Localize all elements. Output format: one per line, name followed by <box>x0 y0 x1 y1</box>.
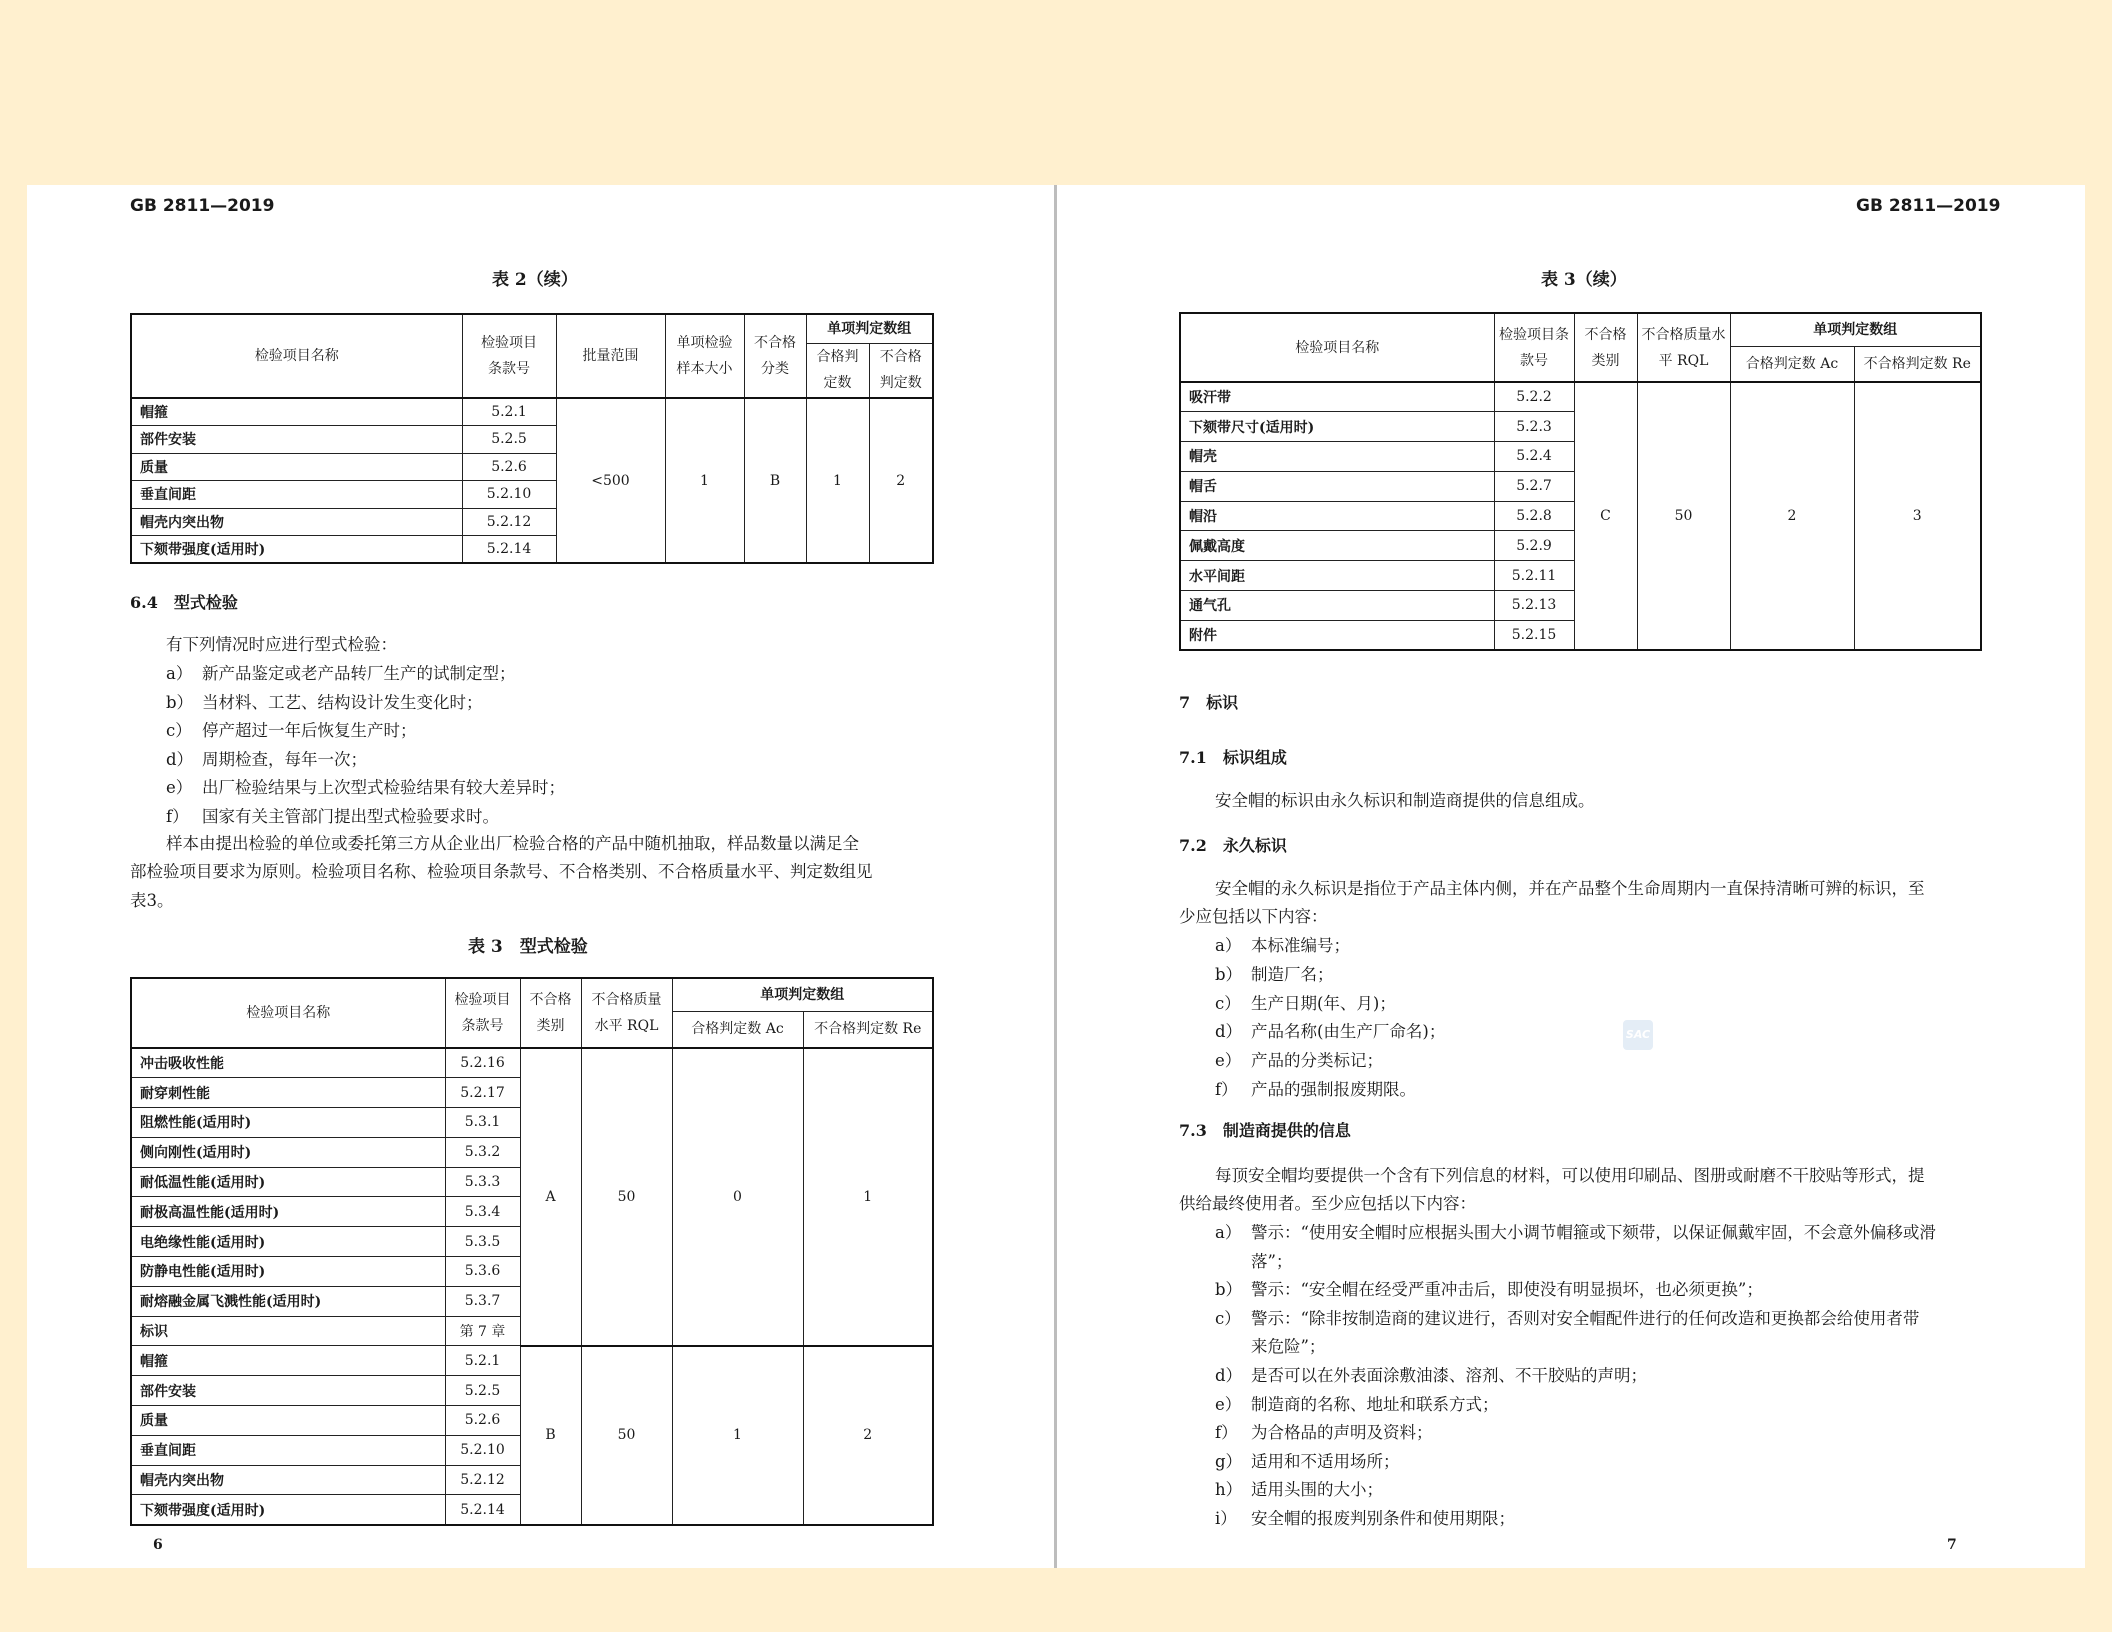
cell-merged-class: C <box>1574 382 1637 650</box>
cell-clause: 5.2.2 <box>1494 382 1574 412</box>
cell-item-name: 下颏带尺寸(适用时) <box>1180 412 1494 442</box>
cell-item-name: 电绝缘性能(适用时) <box>131 1227 445 1257</box>
section-7-3-para-line2: 供给最终使用者。至少应包括以下内容： <box>1179 1194 1476 1213</box>
cell-merged-rql: 50 <box>581 1048 672 1346</box>
cell-clause: 5.2.17 <box>445 1078 520 1108</box>
cell-item-name: 帽沿 <box>1180 501 1494 531</box>
list-item-text: 适用头围的大小； <box>1251 1480 1383 1500</box>
th-rql: 不合格质量水平 RQL <box>1637 313 1730 382</box>
sac-watermark-logo: SAC <box>1623 1020 1653 1050</box>
section-7-2-para-line2: 少应包括以下内容： <box>1179 907 1328 926</box>
cell-clause: 5.2.9 <box>1494 531 1574 561</box>
cell-clause: 5.2.6 <box>462 453 556 481</box>
cell-clause: 5.2.12 <box>462 508 556 536</box>
cell-clause: 5.3.3 <box>445 1167 520 1197</box>
th-clause: 检验项目条款号 <box>445 978 520 1048</box>
cell-item-name: 冲击吸收性能 <box>131 1048 445 1078</box>
section-6-4-intro: 有下列情况时应进行型式检验： <box>166 635 397 654</box>
cell-clause: 5.2.12 <box>445 1465 520 1495</box>
list-item-label: c） <box>1215 993 1241 1013</box>
th-batch: 批量范围 <box>556 314 665 398</box>
cell-clause: 5.3.7 <box>445 1286 520 1316</box>
cell-clause: 5.3.6 <box>445 1257 520 1287</box>
list-item-label: d） <box>1215 1022 1243 1042</box>
list-item-label: a） <box>166 664 193 683</box>
cell-clause: 5.3.4 <box>445 1197 520 1227</box>
table-row <box>131 1346 933 1376</box>
list-item-text: 警示：“除非按制造商的建议进行，否则对安全帽配件进行的任何改造和更换都会给使用者带 <box>1251 1308 1920 1328</box>
cell-item-name: 附件 <box>1180 620 1494 650</box>
section-7-2-heading: 7.2 永久标识 <box>1179 836 1287 855</box>
cell-item-name: 下颏带强度(适用时) <box>131 536 462 564</box>
cell-merged-ac: 0 <box>672 1048 803 1346</box>
cell-item-name: 帽壳 <box>1180 442 1494 472</box>
list-item-label: h） <box>1215 1480 1243 1500</box>
cell-clause: 5.2.5 <box>462 426 556 454</box>
cell-item-name: 侧向刚性(适用时) <box>131 1137 445 1167</box>
list-item-text: 产品的强制报废期限。 <box>1251 1080 1416 1099</box>
th-name: 检验项目名称 <box>131 978 445 1048</box>
table-row <box>131 398 933 426</box>
cell-merged-rql: 50 <box>1637 382 1730 650</box>
section-6-4-para-line1: 样本由提出检验的单位或委托第三方从企业出厂检验合格的产品中随机抽取，样品数量以满足全 <box>166 834 859 853</box>
cell-merged-rql: 50 <box>581 1346 672 1525</box>
cell-item-name: 阻燃性能(适用时) <box>131 1108 445 1138</box>
cell-merged-re: 1 <box>803 1048 933 1346</box>
list-item-text: 制造商的名称、地址和联系方式； <box>1251 1394 1499 1414</box>
th-clause: 检验项目条款号 <box>1494 313 1574 382</box>
cell-clause: 5.2.1 <box>445 1346 520 1376</box>
th-group: 单项判定数组 <box>806 314 933 343</box>
th-class: 不合格类别 <box>1574 313 1637 382</box>
right-page-number: 7 <box>1947 1537 1957 1553</box>
list-item-text: 出厂检验结果与上次型式检验结果有较大差异时； <box>202 778 565 797</box>
th-name: 检验项目名称 <box>131 314 462 398</box>
cell-clause: 5.2.14 <box>462 536 556 564</box>
section-6-4-heading: 6.4 型式检验 <box>130 593 238 612</box>
cell-item-name: 帽壳内突出物 <box>131 508 462 536</box>
cell-clause: 5.2.4 <box>1494 442 1574 472</box>
th-ac: 合格判定数 Ac <box>1730 346 1854 382</box>
cell-item-name: 帽箍 <box>131 1346 445 1376</box>
list-item-text: 周期检查，每年一次； <box>202 749 367 769</box>
list-item-text: 为合格品的声明及资料； <box>1251 1423 1433 1443</box>
list-item-text: 警示：“使用安全帽时应根据头围大小调节帽箍或下颏带，以保证佩戴牢固，不会意外偏移或滑 <box>1251 1223 1936 1242</box>
cell-item-name: 帽箍 <box>131 398 462 426</box>
cell-clause: 5.2.11 <box>1494 561 1574 591</box>
cell-item-name: 标识 <box>131 1316 445 1346</box>
left-page-number: 6 <box>153 1537 163 1553</box>
table3-cont-caption: 表 3（续） <box>1541 270 1627 290</box>
cell-clause: 5.2.6 <box>445 1406 520 1436</box>
page-divider <box>1054 185 1057 1568</box>
table2-continued <box>130 313 934 564</box>
cell-merged-ac: 1 <box>672 1346 803 1525</box>
cell-clause: 5.2.8 <box>1494 501 1574 531</box>
cell-item-name: 帽壳内突出物 <box>131 1465 445 1495</box>
list-item-label: g） <box>1215 1451 1243 1471</box>
list-item-text: 本标准编号； <box>1251 936 1350 955</box>
cell-item-name: 耐极高温性能(适用时) <box>131 1197 445 1227</box>
cell-item-name: 部件安装 <box>131 426 462 454</box>
cell-item-name: 通气孔 <box>1180 591 1494 621</box>
list-item-label: c） <box>166 721 192 740</box>
list-item-text: 生产日期(年、月)； <box>1251 993 1396 1013</box>
list-item-label: a） <box>1215 1223 1242 1242</box>
th-sample: 单项检验样本大小 <box>665 314 744 398</box>
th-group: 单项判定数组 <box>672 978 933 1011</box>
list-item-text: 新产品鉴定或老产品转厂生产的试制定型； <box>202 664 516 683</box>
cell-clause: 5.2.7 <box>1494 471 1574 501</box>
table3-type-inspection <box>130 977 934 1526</box>
section-7-3-heading: 7.3 制造商提供的信息 <box>1179 1121 1351 1140</box>
cell-clause: 5.2.14 <box>445 1495 520 1525</box>
list-item-text: 产品的分类标记； <box>1251 1051 1383 1071</box>
cell-item-name: 垂直间距 <box>131 481 462 509</box>
cell-item-name: 耐熔融金属飞溅性能(适用时) <box>131 1286 445 1316</box>
cell-item-name: 吸汗带 <box>1180 382 1494 412</box>
section-7-1-text: 安全帽的标识由永久标识和制造商提供的信息组成。 <box>1215 791 1595 810</box>
cell-clause: 5.2.1 <box>462 398 556 426</box>
table-row <box>1180 382 1981 412</box>
cell-merged-sample: 1 <box>665 398 744 563</box>
cell-item-name: 佩戴高度 <box>1180 531 1494 561</box>
th-re: 不合格判定数 <box>869 343 933 398</box>
cell-clause: 第 7 章 <box>445 1316 520 1346</box>
th-group: 单项判定数组 <box>1730 313 1981 346</box>
cell-clause: 5.2.13 <box>1494 591 1574 621</box>
table3-continued <box>1179 312 1982 651</box>
cell-clause: 5.3.1 <box>445 1108 520 1138</box>
th-name: 检验项目名称 <box>1180 313 1494 382</box>
list-item-text: 当材料、工艺、结构设计发生变化时； <box>202 692 483 712</box>
cell-clause: 5.2.5 <box>445 1376 520 1406</box>
cell-clause: 5.2.15 <box>1494 620 1574 650</box>
th-re: 不合格判定数 Re <box>1854 346 1981 382</box>
section-7-1-heading: 7.1 标识组成 <box>1179 748 1287 767</box>
list-item-label: e） <box>166 778 193 797</box>
list-item-label: i） <box>1215 1509 1237 1528</box>
table-row <box>131 1048 933 1078</box>
cell-merged-class: B <box>744 398 806 563</box>
cell-item-name: 耐穿刺性能 <box>131 1078 445 1108</box>
list-item-text: 产品名称(由生产厂命名)； <box>1251 1022 1446 1042</box>
right-running-header: GB 2811—2019 <box>1856 196 2001 216</box>
left-running-header: GB 2811—2019 <box>130 196 275 216</box>
list-item-label: b） <box>1215 964 1243 984</box>
th-clause: 检验项目条款号 <box>462 314 556 398</box>
cell-item-name: 帽舌 <box>1180 471 1494 501</box>
list-item-text-continued: 落”； <box>1251 1251 1293 1271</box>
list-item-text: 是否可以在外表面涂敷油漆、溶剂、不干胶贴的声明； <box>1251 1366 1647 1385</box>
cell-merged-re: 2 <box>869 398 933 563</box>
th-rql: 不合格质量水平 RQL <box>581 978 672 1048</box>
list-item-label: e） <box>1215 1051 1242 1071</box>
cell-item-name: 下颏带强度(适用时) <box>131 1495 445 1525</box>
table3-caption: 表 3 型式检验 <box>468 937 588 957</box>
cell-clause: 5.2.10 <box>445 1435 520 1465</box>
th-ac: 合格判定数 Ac <box>672 1011 803 1048</box>
list-item-label: f） <box>166 806 189 826</box>
list-item-label: b） <box>166 692 194 712</box>
cell-merged-re: 3 <box>1854 382 1981 650</box>
list-item-text-continued: 来危险”； <box>1251 1337 1326 1357</box>
cell-item-name: 防静电性能(适用时) <box>131 1257 445 1287</box>
list-item-label: d） <box>166 749 194 769</box>
cell-merged-ac: 2 <box>1730 382 1854 650</box>
cell-item-name: 部件安装 <box>131 1376 445 1406</box>
list-item-text: 停产超过一年后恢复生产时； <box>202 721 417 740</box>
section-6-4-para-line2: 部检验项目要求为原则。检验项目名称、检验项目条款号、不合格类别、不合格质量水平、判定数组见 <box>130 862 873 881</box>
th-class: 不合格类别 <box>520 978 581 1048</box>
list-item-label: a） <box>1215 936 1242 955</box>
list-item-label: f） <box>1215 1080 1238 1099</box>
cell-merged-ac: 1 <box>806 398 869 563</box>
list-item-label: b） <box>1215 1280 1243 1300</box>
th-re: 不合格判定数 Re <box>803 1011 933 1048</box>
cell-clause: 5.3.5 <box>445 1227 520 1257</box>
list-item-text: 警示：“安全帽在经受严重冲击后，即使没有明显损坏，也必须更换”； <box>1251 1280 1763 1300</box>
list-item-label: d） <box>1215 1366 1243 1385</box>
cell-item-name: 耐低温性能(适用时) <box>131 1167 445 1197</box>
list-item-text: 适用和不适用场所； <box>1251 1451 1400 1471</box>
cell-merged-batch: <500 <box>556 398 665 563</box>
list-item-text: 安全帽的报废判别条件和使用期限； <box>1251 1509 1515 1528</box>
list-item-label: e） <box>1215 1394 1242 1414</box>
list-item-label: f） <box>1215 1423 1238 1443</box>
cell-clause: 5.3.2 <box>445 1137 520 1167</box>
list-item-text: 制造厂名； <box>1251 964 1334 984</box>
cell-merged-class: B <box>520 1346 581 1525</box>
th-class: 不合格分类 <box>744 314 806 398</box>
cell-merged-re: 2 <box>803 1346 933 1525</box>
table2-caption: 表 2（续） <box>492 270 578 290</box>
section-7-3-para-line1: 每顶安全帽均要提供一个含有下列信息的材料，可以使用印刷品、图册或耐磨不干胶贴等形式，提 <box>1215 1166 1925 1185</box>
cell-clause: 5.2.10 <box>462 481 556 509</box>
list-item-label: c） <box>1215 1308 1241 1328</box>
cell-item-name: 质量 <box>131 453 462 481</box>
cell-item-name: 水平间距 <box>1180 561 1494 591</box>
th-ac: 合格判定数 <box>806 343 869 398</box>
section-6-4-para-line3: 表3。 <box>130 891 174 910</box>
cell-clause: 5.2.16 <box>445 1048 520 1078</box>
cell-merged-class: A <box>520 1048 581 1346</box>
section-7-2-para-line1: 安全帽的永久标识是指位于产品主体内侧，并在产品整个生命周期内一直保持清晰可辨的标识，至 <box>1215 879 1925 898</box>
cell-clause: 5.2.3 <box>1494 412 1574 442</box>
cell-item-name: 质量 <box>131 1406 445 1436</box>
cell-item-name: 垂直间距 <box>131 1435 445 1465</box>
list-item-text: 国家有关主管部门提出型式检验要求时。 <box>202 806 499 826</box>
section-7-heading: 7 标识 <box>1179 693 1239 712</box>
